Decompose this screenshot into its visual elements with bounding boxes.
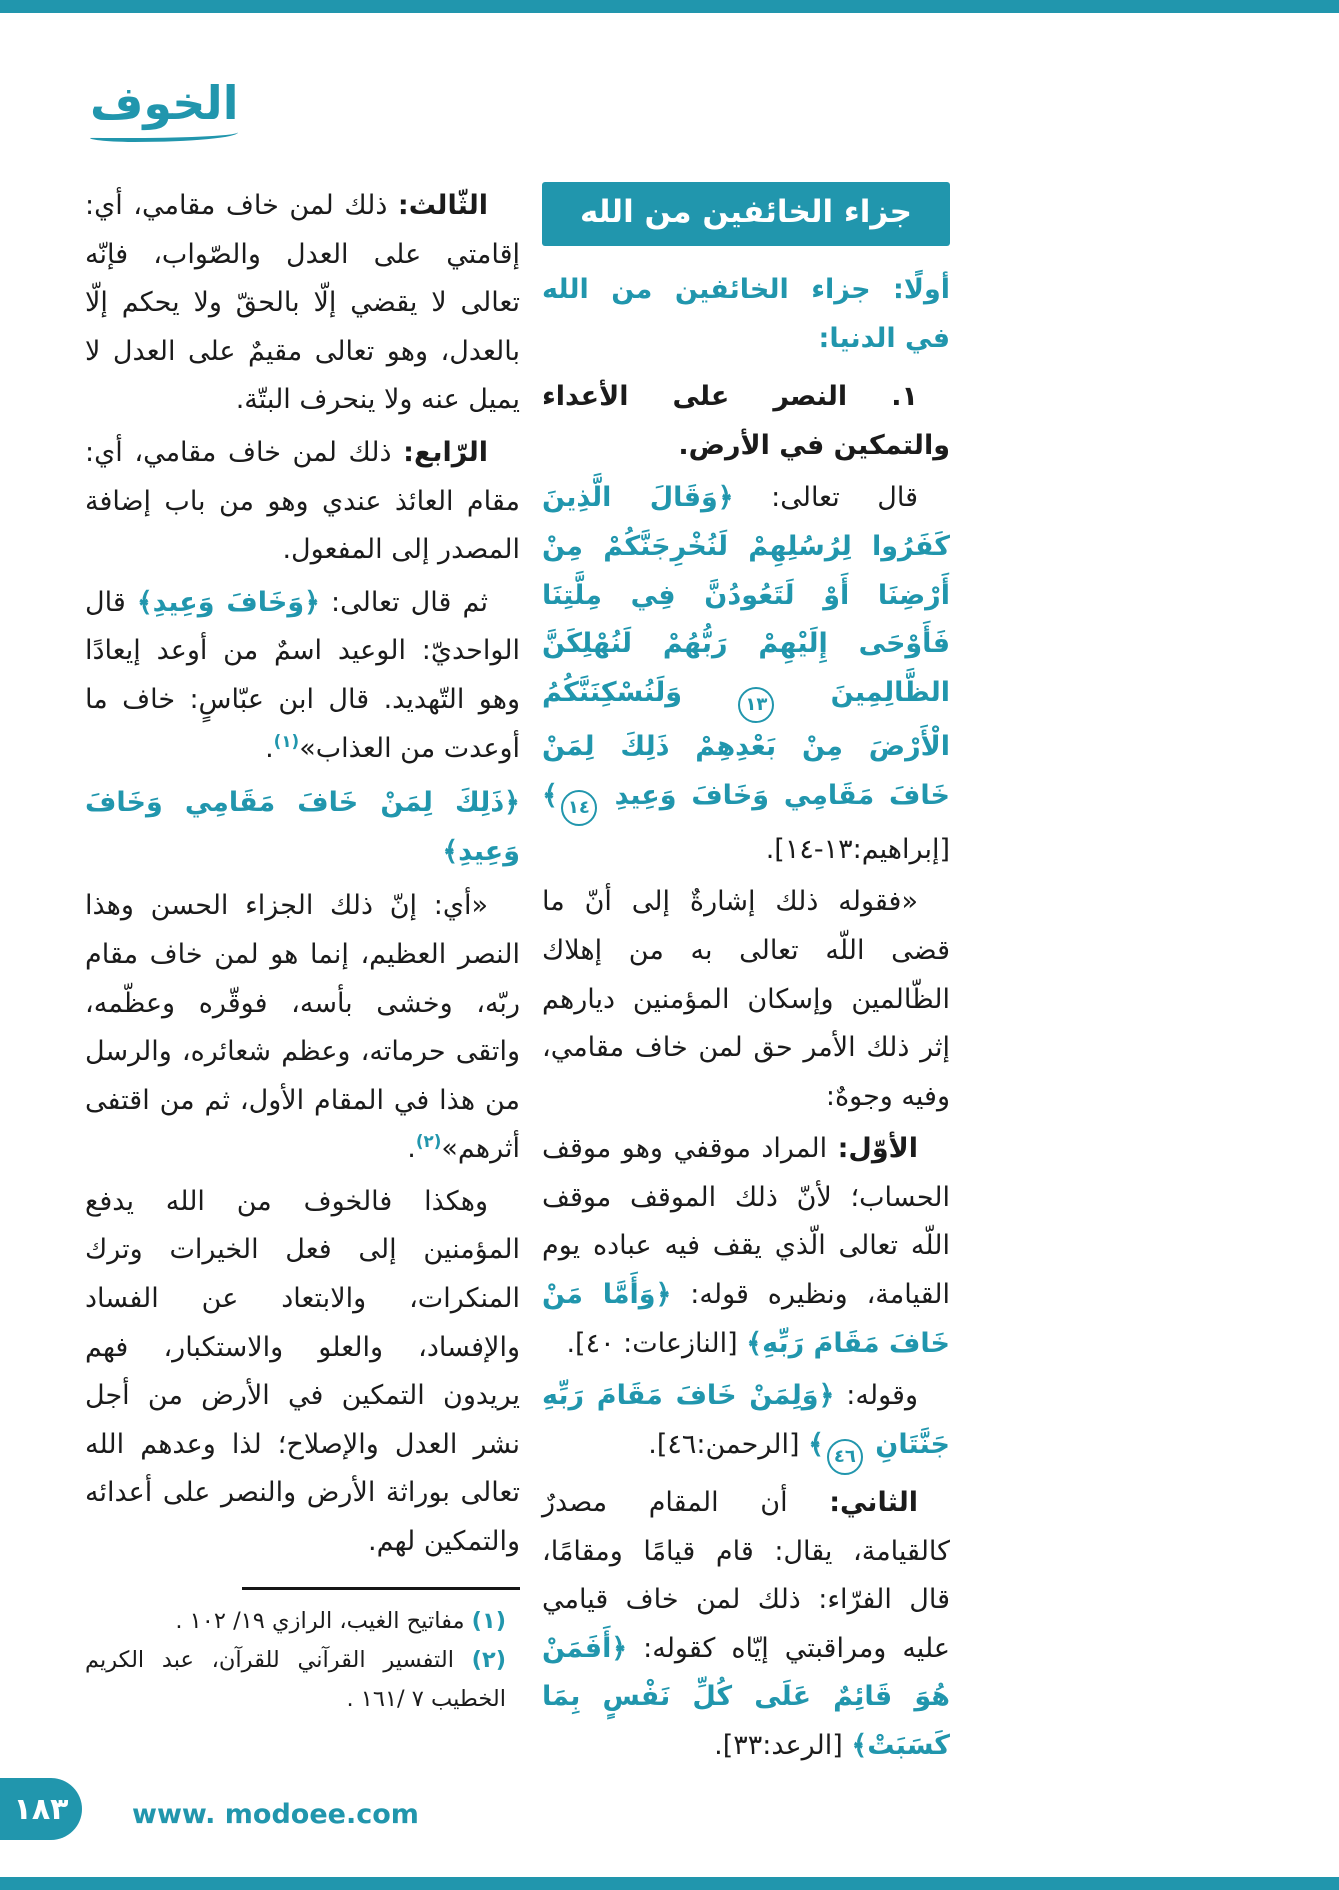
text-run: (١) (273, 730, 300, 751)
text-run: التفسير القرآني للقرآن، عبد الكريم الخطيب ٧ /١٦١ . (85, 1647, 506, 1713)
text-run: [الرحمن:٤٦]. (648, 1428, 809, 1460)
text-run: (٢) (471, 1647, 506, 1673)
text-run: وَلَنُسْكِنَنَّكُمُ الْأَرْضَ مِنْ بَعْدِهِمْ ذَلِكَ لِمَنْ خَافَ مَقَامِي وَخَافَ وَعِيدِ (542, 676, 950, 811)
quote-rahman (542, 1372, 950, 1475)
footnote-2 (85, 1641, 520, 1720)
text-run: ذلك لمن خاف مقامي، أي: إقامتي على العدل والصّواب، فإنّه تعالى لا يقضي إلّا بالحقّ ولا يحكم إلّا بالعدل، وهو تعالى مقيمٌ على العدل لا يميل عنه ولا ينحرف البتّة. (85, 190, 520, 416)
text-run: (١) (471, 1607, 506, 1634)
text-run: قال تعالى: (733, 482, 918, 514)
verse-standalone (85, 779, 520, 876)
text-run: المراد موقفي وهو موقف الحساب؛ لأنّ ذلك الموقف موقف اللّه تعالى الّذي يقف فيه عباده يوم القيامة، ونظيره قوله: (542, 1133, 950, 1311)
third-opinion (85, 182, 520, 425)
second-opinion (542, 1479, 950, 1771)
heading-first-reward (542, 266, 950, 363)
text-run: الثّالث: (397, 190, 488, 221)
text-run: ﴾ (808, 1428, 824, 1460)
section-header-title: جزاء الخائفين من الله (579, 194, 913, 230)
book-title-logo: الخوف (90, 80, 238, 142)
text-run: ٤٦ (827, 1439, 863, 1475)
text-run: الأوّل: (837, 1133, 918, 1165)
point-victory (542, 373, 950, 470)
section-header-box (542, 182, 950, 246)
column-left (85, 182, 520, 1775)
wahidi-quote (85, 579, 520, 773)
column-right (542, 182, 950, 1775)
fourth-opinion (85, 429, 520, 575)
text-run: ثم قال تعالى: (319, 586, 488, 618)
text-run: ﴿وَلِمَنْ خَافَ مَقَامَ رَبِّهِ جَنَّتَانِ (542, 1380, 950, 1460)
text-run: الثاني: (829, 1487, 918, 1519)
website-link[interactable]: www. modoee.com (132, 1799, 419, 1830)
top-border-bar (0, 0, 1339, 13)
commentary-intro (542, 878, 950, 1121)
text-run: أن المقام مصدرٌ كالقيامة، يقال: قام قيامًا ومقامًا، قال الفرّاء: ذلك لمن خاف قيامي عليه ومراقبتي إيّاه كقوله: (542, 1487, 950, 1664)
text-run: [إبراهيم:١٣-١٤]. (765, 833, 950, 865)
text-run: ١. النصر على الأعداء والتمكين في الأرض. (542, 381, 950, 461)
page-content (85, 182, 950, 1775)
text-run: . (265, 732, 274, 764)
text-run: وهكذا فالخوف من الله يدفع المؤمنين إلى فعل الخيرات وترك المنكرات، والابتعاد عن الفساد والإفساد، والعلو والاستكبار، فهم يريدون التمكين في الأرض من أجل نشر العدل والإصلاح؛ لذا وعدهم الله تعالى بوراثة الأرض والنصر على أعدائه والتمكين لهم. (85, 1185, 520, 1558)
text-run: ﴿وَخَافَ وَعِيدِ﴾ (136, 586, 320, 618)
text-run: [الرعد:٣٣]. (714, 1730, 852, 1761)
footnote-1 (85, 1602, 520, 1641)
page-number: ١٨٣ (13, 1791, 69, 1827)
text-run: ﴿وَأَمَّا مَنْ خَافَ مَقَامَ رَبِّهِ﴾ (542, 1279, 950, 1359)
first-opinion (542, 1125, 950, 1368)
text-run: ﴾ (542, 779, 558, 811)
text-run: «أي: إنّ ذلك الجزاء الحسن وهذا النصر العظيم، إنما هو لمن خاف مقام ربّه، وخشى بأسه، فوقّره وعظّمه، واتقى حرماته، وعظم شعائره، والرسل من هذا في المقام الأول، ثم من اقتفى أثرهم» (85, 890, 520, 1165)
footnote-divider (242, 1587, 520, 1590)
text-run: مفاتيح الغيب، الرازي ١٩/ ١٠٢ . (175, 1607, 472, 1634)
text-run: [النازعات: ٤٠]. (566, 1327, 747, 1359)
text-run: وقوله: (834, 1380, 919, 1412)
text-run: أولًا: جزاء الخائفين من الله في الدنيا: (542, 274, 950, 354)
text-run: (٢) (415, 1131, 442, 1152)
text-run: . (407, 1133, 416, 1165)
commentary-paragraph (85, 882, 520, 1174)
text-run: ١٤ (561, 790, 597, 826)
footnotes-section (85, 1602, 520, 1720)
text-run: ﴿أَفَمَنْ هُوَ قَائِمٌ عَلَى كُلِّ نَفْسٍ بِمَا كَسَبَتْ﴾ (542, 1632, 950, 1761)
bottom-border-bar (0, 1877, 1339, 1890)
text-run: قال الواحديّ: الوعيد اسمٌ من أوعد إيعادًا وهو التّهديد. قال ابن عبّاسٍ: خاف ما أوعدت من العذاب» (85, 586, 520, 764)
conclusion-paragraph (85, 1178, 520, 1567)
text-run: ذلك لمن خاف مقامي، أي: مقام العائذ عندي وهو من باب إضافة المصدر إلى المفعول. (85, 436, 520, 566)
text-run: ﴿ذَلِكَ لِمَنْ خَافَ مَقَامِي وَخَافَ وَعِيدِ﴾ (85, 787, 520, 867)
text-run: ١٣ (738, 687, 774, 723)
text-run: ﴿وَقَالَ الَّذِينَ كَفَرُوا لِرُسُلِهِمْ لَنُخْرِجَنَّكُمْ مِنْ أَرْضِنَا أَوْ لَتَعُودُنَّ فِي مِلَّتِنَا فَأَوْحَى إِلَيْهِمْ رَبُّهُمْ لَنُهْلِكَنَّ الظَّالِمِينَ (542, 482, 951, 708)
text-run: الرّابع: (403, 436, 488, 468)
page-number-tab (0, 1778, 82, 1840)
text-run: «فقوله ذلك إشارةٌ إلى أنّ ما قضى اللّه تعالى به من إهلاك الظّالمين وإسكان المؤمنين ديارهم إثر ذلك الأمر حق لمن خاف مقامي، وفيه وجوهٌ: (542, 886, 950, 1112)
verse-ibrahim (542, 474, 950, 874)
